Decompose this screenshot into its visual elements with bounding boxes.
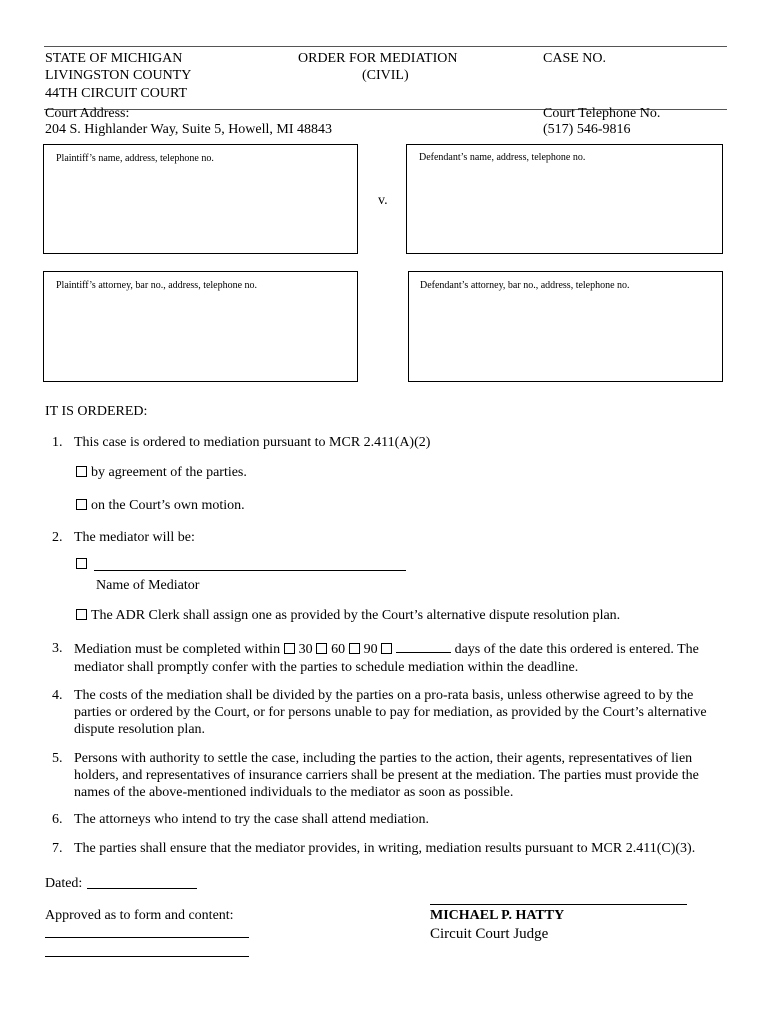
plaintiff-attorney-box-label: Plaintiff’s attorney, bar no., address, telephone no. xyxy=(56,280,258,291)
court-phone-label: Court Telephone No. xyxy=(543,106,661,121)
mediator-name-label: Name of Mediator xyxy=(96,578,200,593)
item7-number: 7. xyxy=(52,841,63,856)
approval-signature-line-1[interactable] xyxy=(45,937,249,938)
item2-text: The mediator will be: xyxy=(74,530,195,545)
checkbox-court-motion[interactable] xyxy=(76,499,87,510)
item5-text: Persons with authority to settle the case, including the parties to the action, their agents, representatives of lien holders, and representatives of insurance carriers shall be present at the mediation. The parties must provide the names of the above-mentioned individuals to the mediator as soon as possible. xyxy=(74,751,699,800)
option-30-label: 30 xyxy=(298,642,313,657)
defendant-attorney-box-label: Defendant’s attorney, bar no., address, telephone no. xyxy=(420,280,630,291)
other-days-line[interactable] xyxy=(396,640,451,653)
item2-option-adr-clerk[interactable] xyxy=(76,607,620,624)
item3-line1 xyxy=(74,640,724,658)
item1-option-court-motion[interactable] xyxy=(76,497,245,514)
item1-text: This case is ordered to mediation pursuant to MCR 2.411(A)(2) xyxy=(74,435,431,450)
item6-text: The attorneys who intend to try the case shall attend mediation. xyxy=(74,812,429,827)
case-number-label: CASE NO. xyxy=(543,51,607,66)
option-60-label: 60 xyxy=(331,642,346,657)
court-address: 204 S. Highlander Way, Suite 5, Howell, MI 48843 xyxy=(45,122,333,137)
judge-title: Circuit Court Judge xyxy=(430,926,549,942)
item3-text-b: days of the date this ordered is entered. The xyxy=(454,642,699,657)
item2-option-adr-clerk-label: The ADR Clerk shall assign one as provided by the Court’s alternative dispute resolution plan. xyxy=(91,608,621,623)
item7-text: The parties shall ensure that the mediator provides, in writing, mediation results pursuant to MCR 2.411(C)(3). xyxy=(74,841,696,856)
court-phone: (517) 546-9816 xyxy=(543,122,631,137)
approval-signature-line-2[interactable] xyxy=(45,956,249,957)
defendant-attorney-box[interactable] xyxy=(408,271,723,382)
order-heading: IT IS ORDERED: xyxy=(45,404,148,419)
item3-number: 3. xyxy=(52,641,63,656)
item5-number: 5. xyxy=(52,751,63,766)
item4-text: The costs of the mediation shall be divided by the parties on a pro-rata basis, unless otherwise agreed to by the parties or ordered by the Court, or for persons unable to pay for mediation, as provided by the Court’s alternative dispute resolution plan. xyxy=(74,688,707,737)
date-line[interactable] xyxy=(87,888,197,889)
checkbox-90-days[interactable] xyxy=(349,643,360,654)
item2-option-named-mediator[interactable] xyxy=(76,556,91,573)
county-name: LIVINGSTON COUNTY xyxy=(45,68,192,83)
state-name: STATE OF MICHIGAN xyxy=(45,51,183,66)
item3-text-c: mediator shall promptly confer with the parties to schedule mediation within the deadline. xyxy=(74,660,579,675)
court-address-label: Court Address: xyxy=(45,106,130,121)
mediator-name-line[interactable] xyxy=(94,570,406,571)
plaintiff-box[interactable] xyxy=(43,144,358,254)
judge-signature-line[interactable] xyxy=(430,904,687,905)
item4-number: 4. xyxy=(52,688,63,703)
judge-name: MICHAEL P. HATTY xyxy=(430,908,565,923)
form-title: ORDER FOR MEDIATION xyxy=(298,51,458,66)
checkbox-agreement[interactable] xyxy=(76,466,87,477)
top-rule xyxy=(44,46,727,47)
item1-number: 1. xyxy=(52,435,63,450)
versus-text: v. xyxy=(378,193,388,208)
checkbox-30-days[interactable] xyxy=(284,643,295,654)
item1-option-agreement[interactable] xyxy=(76,464,247,481)
defendant-box[interactable] xyxy=(406,144,723,254)
court-name: 44TH CIRCUIT COURT xyxy=(45,86,188,101)
option-90-label: 90 xyxy=(363,642,378,657)
item1-option-agreement-label: by agreement of the parties. xyxy=(91,465,247,480)
checkbox-named-mediator[interactable] xyxy=(76,558,87,569)
form-subtitle: (CIVIL) xyxy=(362,68,409,83)
item3-text-a: Mediation must be completed within xyxy=(74,642,281,657)
checkbox-other-days[interactable] xyxy=(381,643,392,654)
plaintiff-attorney-box[interactable] xyxy=(43,271,358,382)
approved-label: Approved as to form and content: xyxy=(45,908,234,923)
dated-label: Dated: xyxy=(45,876,83,891)
item6-number: 6. xyxy=(52,812,63,827)
defendant-box-label: Defendant’s name, address, telephone no. xyxy=(419,152,586,163)
checkbox-60-days[interactable] xyxy=(316,643,327,654)
item1-option-court-motion-label: on the Court’s own motion. xyxy=(91,498,245,513)
checkbox-adr-clerk[interactable] xyxy=(76,609,87,620)
plaintiff-box-label: Plaintiff’s name, address, telephone no. xyxy=(56,153,214,164)
item2-number: 2. xyxy=(52,530,63,545)
